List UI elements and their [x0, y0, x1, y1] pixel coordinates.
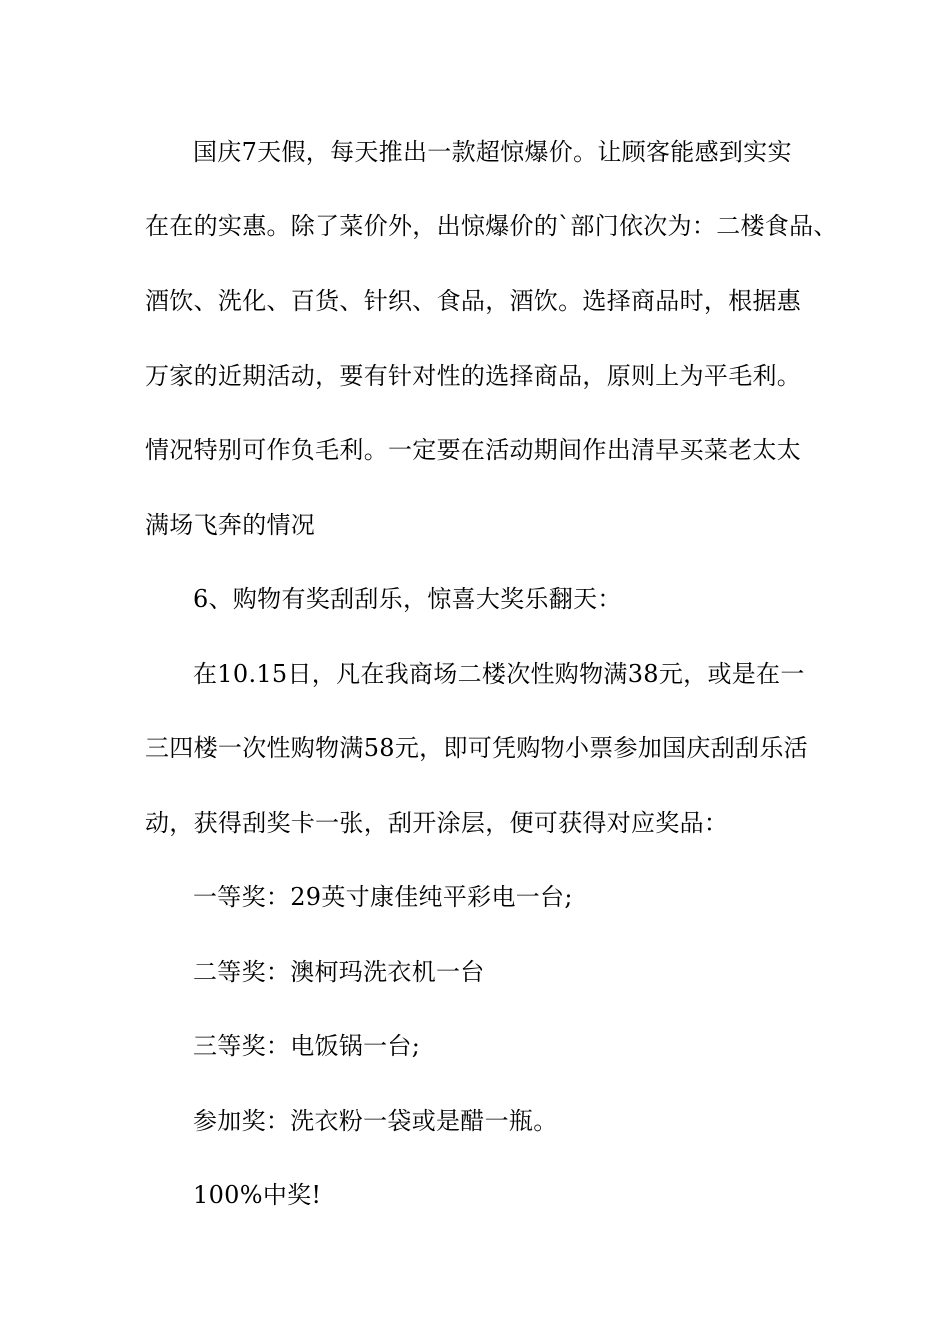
paragraph-line: 在10.15日，凡在我商场二楼次性购物满38元，或是在一 — [193, 660, 805, 688]
paragraph-line: 动，获得刮奖卡一张，刮开涂层，便可获得对应奖品： — [145, 809, 729, 837]
paragraph-line: 酒饮、洗化、百货、针织、食品，酒饮。选择商品时，根据惠 — [145, 287, 802, 315]
paragraph-line: 万家的近期活动，要有针对性的选择商品，原则上为平毛利。 — [145, 362, 802, 390]
prize-participation: 参加奖：洗衣粉一袋或是醋一瓶。 — [193, 1107, 558, 1135]
section-heading: 6、购物有奖刮刮乐，惊喜大奖乐翻天： — [193, 585, 622, 613]
prize-first: 一等奖：29英寸康佳纯平彩电一台; — [193, 883, 573, 911]
prize-second: 二等奖：澳柯玛洗衣机一台 — [193, 958, 485, 986]
paragraph-line: 国庆7天假，每天推出一款超惊爆价。让顾客能感到实实 — [193, 138, 792, 166]
paragraph-line: 三四楼一次性购物满58元，即可凭购物小票参加国庆刮刮乐活 — [145, 734, 808, 762]
paragraph-line: 情况特别可作负毛利。一定要在活动期间作出清早买菜老太太 — [145, 436, 802, 464]
paragraph-line: 在在的实惠。除了菜价外，出惊爆价的`部门依次为：二楼食品、 — [145, 212, 838, 240]
prize-note: 100%中奖! — [193, 1181, 322, 1209]
paragraph-line: 满场飞奔的情况 — [145, 511, 316, 539]
prize-third: 三等奖：电饭锅一台; — [193, 1032, 421, 1060]
